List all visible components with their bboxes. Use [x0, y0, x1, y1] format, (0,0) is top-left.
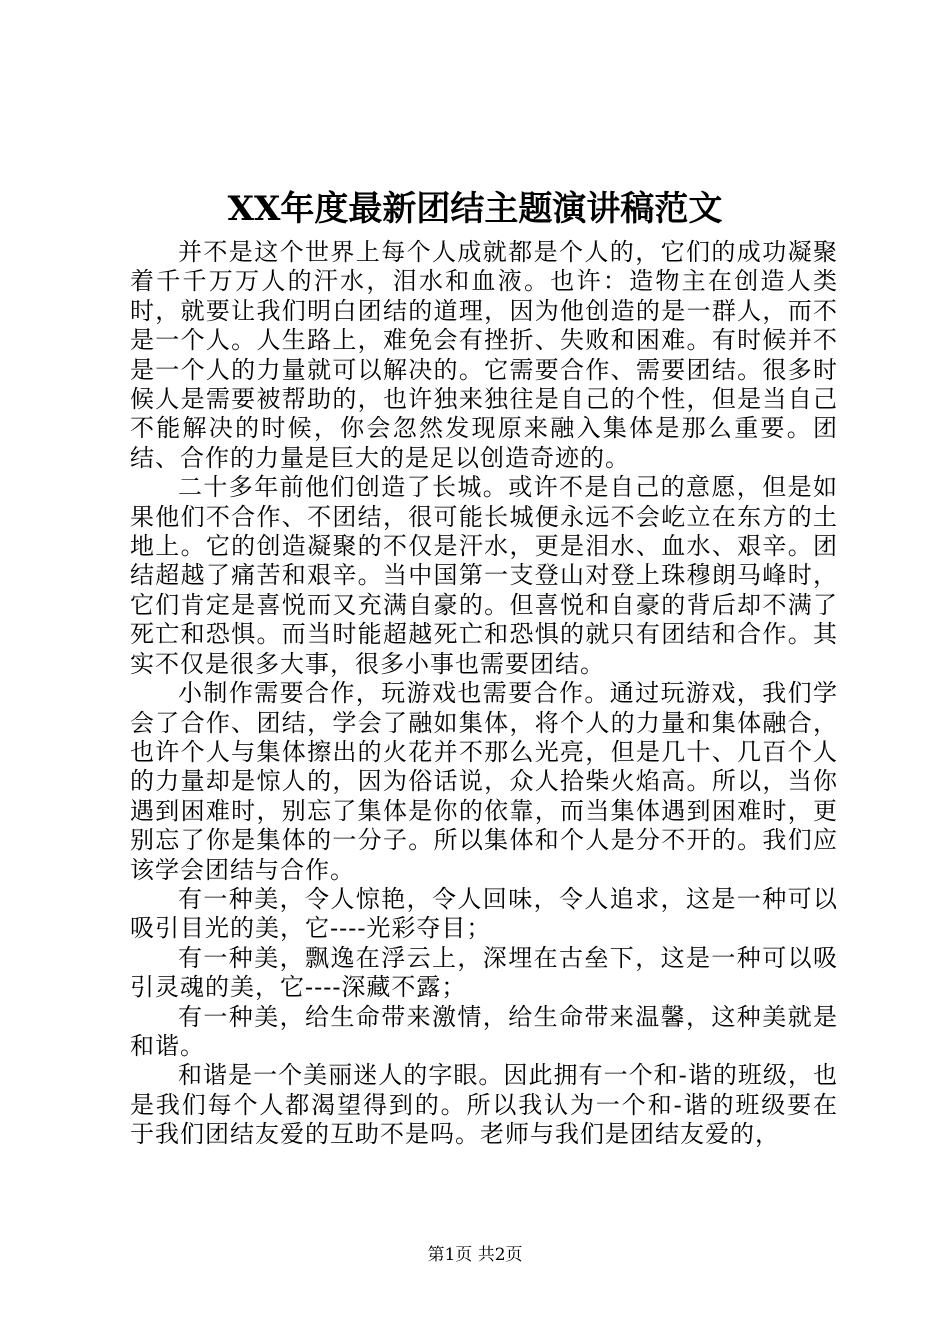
paragraph: 有一种美，飘逸在浮云上，深埋在古垒下，这是一种可以吸引灵魂的美，它----深藏不露； [130, 943, 838, 1002]
document-title: XX年度最新团结主题演讲稿范文 [227, 189, 723, 229]
paragraph: 小制作需要合作，玩游戏也需要合作。通过玩游戏，我们学会了合作、团结，学会了融如集体，将个人的力量和集体融合，也许个人与集体擦出的火花并不那么光亮，但是几十、几百个人的力量却是惊人的，因为俗话说，众人拾柴火焰高。所以，当你遇到困难时，别忘了集体是你的依靠，而当集体遇到困难时，更别忘了你是集体的一分子。所以集体和个人是分不开的。我们应该学会团结与合作。 [130, 679, 838, 884]
paragraph: 有一种美，给生命带来激情，给生命带来温馨，这种美就是和谐。 [130, 1002, 838, 1060]
paragraph: 和谐是一个美丽迷人的字眼。因此拥有一个和-谐的班级，也是我们每个人都渴望得到的。所以我认为一个和-谐的班级要在于我们团结友爱的互助不是吗。老师与我们是团结友爱的， [130, 1061, 838, 1149]
paragraph: 二十多年前他们创造了长城。或许不是自己的意愿，但是如果他们不合作、不团结，很可能长城便永远不会屹立在东方的土地上。它的创造凝聚的不仅是汗水，更是泪水、血水、艰辛。团结超越了痛苦和艰辛。当中国第一支登山对登上珠穆朗马峰时，它们肯定是喜悦而又充满自豪的。但喜悦和自豪的背后却不满了死亡和恐惧。而当时能超越死亡和恐惧的就只有团结和合作。其实不仅是很多大事，很多小事也需要团结。 [130, 473, 838, 678]
paragraph: 有一种美，令人惊艳，令人回味，令人追求，这是一种可以吸引目光的美，它----光彩夺目； [130, 884, 838, 943]
page-number-footer: 第1页 共2页 [427, 1245, 523, 1265]
paragraph: 并不是这个世界上每个人成就都是个人的，它们的成功凝聚着千千万万人的汗水，泪水和血液。也许：造物主在创造人类时，就要让我们明白团结的道理，因为他创造的是一群人，而不是一个人。人生路上，难免会有挫折、失败和困难。有时候并不是一个人的力量就可以解决的。它需要合作、需要团结。很多时候人是需要被帮助的，也许独来独往是自己的个性，但是当自己不能解决的时候，你会忽然发现原来融入集体是那么重要。团结、合作的力量是巨大的是足以创造奇迹的。 [130, 238, 838, 472]
document-body [130, 238, 838, 1150]
